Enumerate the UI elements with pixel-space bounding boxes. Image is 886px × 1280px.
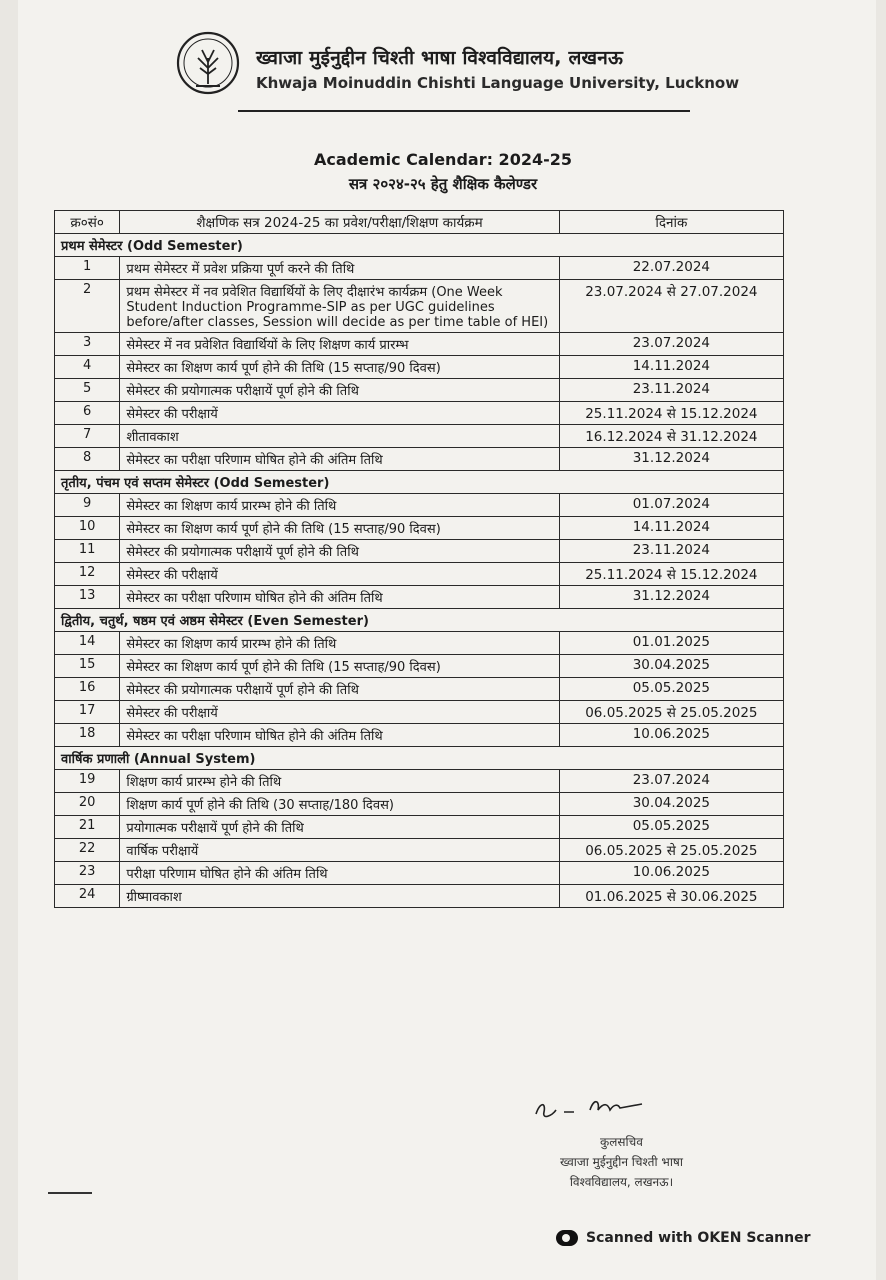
event-cell: सेमेस्टर का शिक्षण कार्य प्रारम्भ होने की तिथि: [120, 632, 559, 655]
date-cell: 01.06.2025 से 30.06.2025: [559, 885, 783, 908]
event-cell: सेमेस्टर की प्रयोगात्मक परीक्षायें पूर्ण होने की तिथि: [120, 678, 559, 701]
serial-no-cell: 7: [55, 425, 120, 448]
event-cell: वार्षिक परीक्षायें: [120, 839, 559, 862]
university-name-english: Khwaja Moinuddin Chishti Language University, Lucknow: [256, 74, 740, 92]
designation-university: ख्वाजा मुईनुद्दीन चिश्ती भाषा: [560, 1155, 683, 1169]
event-cell: प्रथम सेमेस्टर में प्रवेश प्रक्रिया पूर्ण करने की तिथि: [120, 257, 559, 280]
event-cell: शीतावकाश: [120, 425, 559, 448]
table-row: [55, 379, 784, 402]
section-header-row: [55, 747, 784, 770]
table-row: [55, 586, 784, 609]
header-serial-no: क्र०सं०: [55, 211, 120, 234]
serial-no-cell: 23: [55, 862, 120, 885]
table-row: [55, 678, 784, 701]
table-header-row: [55, 211, 784, 234]
serial-no-cell: 20: [55, 793, 120, 816]
section-header-row: [55, 234, 784, 257]
date-cell: 23.07.2024: [559, 770, 783, 793]
table-row: [55, 770, 784, 793]
date-cell: 25.11.2024 से 15.12.2024: [559, 402, 783, 425]
serial-no-cell: 10: [55, 517, 120, 540]
scanner-watermark: [556, 1230, 811, 1246]
table-row: [55, 862, 784, 885]
date-cell: 23.11.2024: [559, 379, 783, 402]
date-cell: 31.12.2024: [559, 448, 783, 471]
table-row: [55, 885, 784, 908]
serial-no-cell: 19: [55, 770, 120, 793]
table-row: [55, 793, 784, 816]
scanner-text: Scanned with OKEN Scanner: [586, 1230, 811, 1246]
table-row: [55, 425, 784, 448]
table-row: [55, 724, 784, 747]
date-cell: 05.05.2025: [559, 678, 783, 701]
table-row: [55, 632, 784, 655]
event-cell: सेमेस्टर की परीक्षायें: [120, 563, 559, 586]
table-row: [55, 494, 784, 517]
table-row: [55, 280, 784, 333]
date-cell: 22.07.2024: [559, 257, 783, 280]
serial-no-cell: 14: [55, 632, 120, 655]
table-row: [55, 333, 784, 356]
event-cell: सेमेस्टर का शिक्षण कार्य पूर्ण होने की तिथि (15 सप्ताह/90 दिवस): [120, 655, 559, 678]
table-row: [55, 402, 784, 425]
event-cell: सेमेस्टर की परीक्षायें: [120, 402, 559, 425]
serial-no-cell: 6: [55, 402, 120, 425]
date-cell: 31.12.2024: [559, 586, 783, 609]
registrar-signature: [530, 1092, 650, 1126]
date-cell: 30.04.2025: [559, 793, 783, 816]
date-cell: 23.11.2024: [559, 540, 783, 563]
header-programme: शैक्षणिक सत्र 2024-25 का प्रवेश/परीक्षा/शिक्षण कार्यक्रम: [120, 211, 559, 234]
serial-no-cell: 13: [55, 586, 120, 609]
date-cell: 05.05.2025: [559, 816, 783, 839]
date-cell: 01.01.2025: [559, 632, 783, 655]
table-row: [55, 448, 784, 471]
event-cell: प्रयोगात्मक परीक्षायें पूर्ण होने की तिथि: [120, 816, 559, 839]
serial-no-cell: 11: [55, 540, 120, 563]
date-cell: 01.07.2024: [559, 494, 783, 517]
registrar-designation: [560, 1132, 683, 1192]
section-title: प्रथम सेमेस्टर (Odd Semester): [55, 234, 784, 257]
page-edge-mark: [48, 1192, 92, 1194]
table-row: [55, 839, 784, 862]
university-name-hindi: ख्वाजा मुईनुद्दीन चिश्ती भाषा विश्वविद्यालय, लखनऊ: [256, 47, 624, 69]
serial-no-cell: 1: [55, 257, 120, 280]
date-cell: 14.11.2024: [559, 356, 783, 379]
serial-no-cell: 5: [55, 379, 120, 402]
date-cell: 14.11.2024: [559, 517, 783, 540]
date-cell: 30.04.2025: [559, 655, 783, 678]
serial-no-cell: 17: [55, 701, 120, 724]
table-row: [55, 701, 784, 724]
oken-scanner-logo-icon: [556, 1230, 578, 1246]
event-cell: ग्रीष्मावकाश: [120, 885, 559, 908]
page-title-hindi: सत्र २०२४-२५ हेतु शैक्षिक कैलेण्डर: [348, 175, 538, 193]
serial-no-cell: 21: [55, 816, 120, 839]
date-cell: 23.07.2024 से 27.07.2024: [559, 280, 783, 333]
section-header-row: [55, 471, 784, 494]
event-cell: सेमेस्टर का शिक्षण कार्य प्रारम्भ होने की तिथि: [120, 494, 559, 517]
serial-no-cell: 22: [55, 839, 120, 862]
event-cell: शिक्षण कार्य पूर्ण होने की तिथि (30 सप्ताह/180 दिवस): [120, 793, 559, 816]
serial-no-cell: 18: [55, 724, 120, 747]
event-cell: सेमेस्टर की प्रयोगात्मक परीक्षायें पूर्ण होने की तिथि: [120, 379, 559, 402]
date-cell: 10.06.2025: [559, 724, 783, 747]
event-cell: सेमेस्टर का शिक्षण कार्य पूर्ण होने की तिथि (15 सप्ताह/90 दिवस): [120, 356, 559, 379]
section-title: तृतीय, पंचम एवं सप्तम सेमेस्टर (Odd Semester): [55, 471, 784, 494]
table-row: [55, 816, 784, 839]
serial-no-cell: 4: [55, 356, 120, 379]
event-cell: सेमेस्टर की परीक्षायें: [120, 701, 559, 724]
table-row: [55, 517, 784, 540]
event-cell: शिक्षण कार्य प्रारम्भ होने की तिथि: [120, 770, 559, 793]
table-row: [55, 655, 784, 678]
table-row: [55, 257, 784, 280]
date-cell: 06.05.2025 से 25.05.2025: [559, 701, 783, 724]
serial-no-cell: 24: [55, 885, 120, 908]
serial-no-cell: 3: [55, 333, 120, 356]
page-title-english: Academic Calendar: 2024-25: [314, 150, 572, 169]
designation-title: कुलसचिव: [600, 1135, 643, 1149]
event-cell: सेमेस्टर का परीक्षा परिणाम घोषित होने की अंतिम तिथि: [120, 724, 559, 747]
event-cell: सेमेस्टर का परीक्षा परिणाम घोषित होने की अंतिम तिथि: [120, 586, 559, 609]
header-divider: [238, 110, 690, 112]
table-row: [55, 356, 784, 379]
serial-no-cell: 15: [55, 655, 120, 678]
event-cell: सेमेस्टर का शिक्षण कार्य पूर्ण होने की तिथि (15 सप्ताह/90 दिवस): [120, 517, 559, 540]
table-row: [55, 563, 784, 586]
serial-no-cell: 12: [55, 563, 120, 586]
academic-calendar-table: [54, 210, 784, 908]
section-title: वार्षिक प्रणाली (Annual System): [55, 747, 784, 770]
table-body: [55, 234, 784, 908]
table-row: [55, 540, 784, 563]
serial-no-cell: 8: [55, 448, 120, 471]
university-logo-icon: [176, 28, 240, 98]
date-cell: 06.05.2025 से 25.05.2025: [559, 839, 783, 862]
serial-no-cell: 16: [55, 678, 120, 701]
date-cell: 23.07.2024: [559, 333, 783, 356]
serial-no-cell: 2: [55, 280, 120, 333]
event-cell: सेमेस्टर में नव प्रवेशित विद्यार्थियों के लिए शिक्षण कार्य प्रारम्भ: [120, 333, 559, 356]
date-cell: 10.06.2025: [559, 862, 783, 885]
event-cell: प्रथम सेमेस्टर में नव प्रवेशित विद्यार्थियों के लिए दीक्षारंभ कार्यक्रम (One Week Student Induction Programme-SIP as per UGC guidelines before/after classes, Session will decide as per time table of HEI): [120, 280, 559, 333]
section-header-row: [55, 609, 784, 632]
section-title: द्वितीय, चतुर्थ, षष्ठम एवं अष्ठम सेमेस्टर (Even Semester): [55, 609, 784, 632]
event-cell: परीक्षा परिणाम घोषित होने की अंतिम तिथि: [120, 862, 559, 885]
date-cell: 16.12.2024 से 31.12.2024: [559, 425, 783, 448]
event-cell: सेमेस्टर की प्रयोगात्मक परीक्षायें पूर्ण होने की तिथि: [120, 540, 559, 563]
date-cell: 25.11.2024 से 15.12.2024: [559, 563, 783, 586]
event-cell: सेमेस्टर का परीक्षा परिणाम घोषित होने की अंतिम तिथि: [120, 448, 559, 471]
designation-university-city: विश्वविद्यालय, लखनऊ।: [569, 1175, 674, 1189]
serial-no-cell: 9: [55, 494, 120, 517]
header-date: दिनांक: [559, 211, 783, 234]
